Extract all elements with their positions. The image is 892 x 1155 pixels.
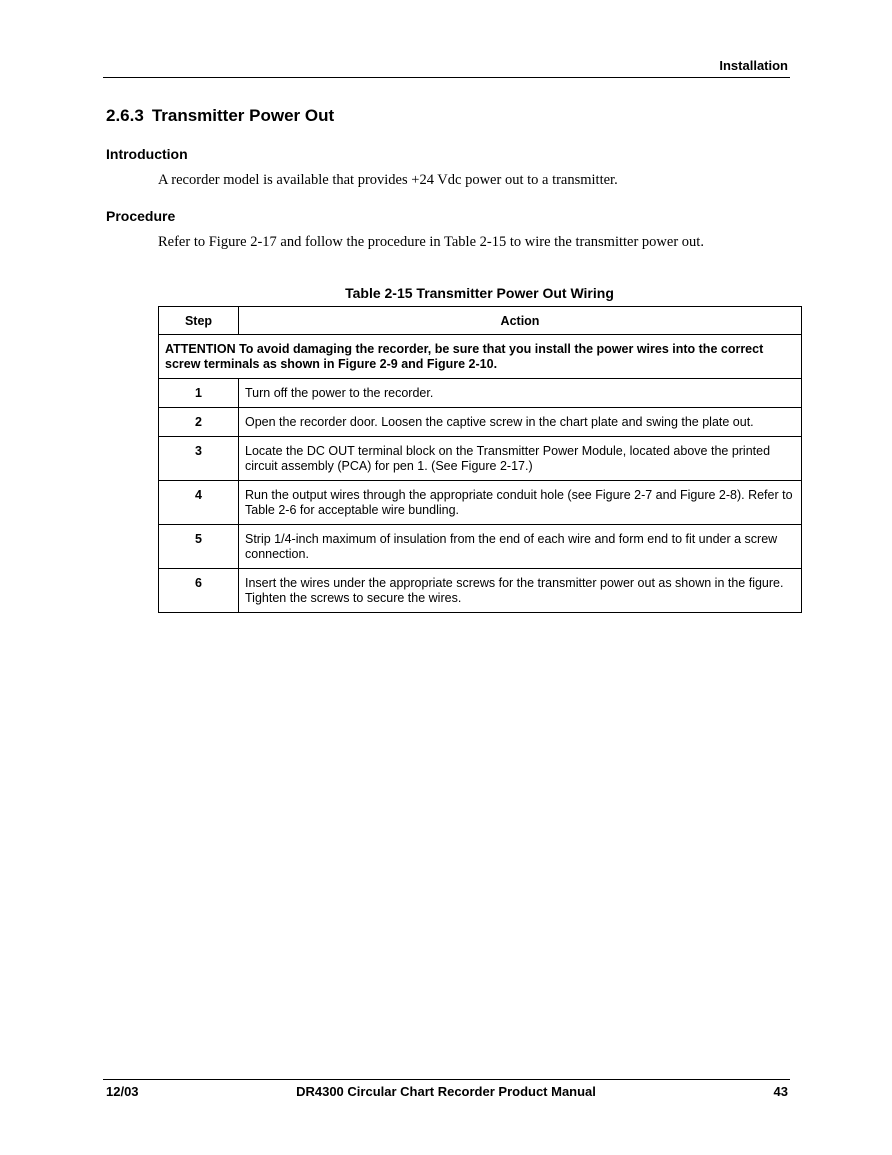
step-number: 6 (159, 569, 239, 613)
step-number: 4 (159, 481, 239, 525)
introduction-heading: Introduction (106, 146, 188, 162)
header-divider (103, 77, 790, 78)
procedure-heading: Procedure (106, 208, 176, 224)
step-action: Insert the wires under the appropriate screws for the transmitter power out as shown in the figure. Tighten the screws to secure the wires. (239, 569, 802, 613)
table-row (159, 481, 802, 525)
step-column-header: Step (159, 307, 239, 335)
table-row (159, 569, 802, 613)
section-title (106, 106, 334, 126)
wiring-table (158, 306, 802, 613)
page-number: 43 (773, 1084, 788, 1099)
action-column-header: Action (239, 307, 802, 335)
footer-divider (103, 1079, 790, 1080)
introduction-text: A recorder model is available that provides +24 Vdc power out to a transmitter. (158, 172, 618, 188)
table-header-row (159, 307, 802, 335)
footer-manual-title: DR4300 Circular Chart Recorder Product Manual (296, 1084, 596, 1099)
table-row (159, 437, 802, 481)
table-row (159, 379, 802, 408)
procedure-text: Refer to Figure 2-17 and follow the procedure in Table 2-15 to wire the transmitter power out. (158, 234, 704, 250)
step-number: 2 (159, 408, 239, 437)
table-row (159, 408, 802, 437)
section-number: 2.6.3 (106, 106, 144, 125)
step-action: Turn off the power to the recorder. (239, 379, 802, 408)
step-action: Open the recorder door. Loosen the captive screw in the chart plate and swing the plate out. (239, 408, 802, 437)
step-number: 3 (159, 437, 239, 481)
step-action: Locate the DC OUT terminal block on the Transmitter Power Module, located above the printed circuit assembly (PCA) for pen 1. (See Figure 2-17.) (239, 437, 802, 481)
attention-row (159, 335, 802, 379)
attention-note: ATTENTION To avoid damaging the recorder, be sure that you install the power wires into the correct screw terminals as shown in Figure 2-9 and Figure 2-10. (159, 335, 802, 379)
step-number: 5 (159, 525, 239, 569)
step-action: Run the output wires through the appropriate conduit hole (see Figure 2-7 and Figure 2-8). Refer to Table 2-6 for acceptable wire bundling. (239, 481, 802, 525)
table-caption: Table 2-15 Transmitter Power Out Wiring (345, 285, 614, 301)
footer-date: 12/03 (106, 1084, 139, 1099)
section-title-text: Transmitter Power Out (151, 106, 335, 125)
table-row (159, 525, 802, 569)
step-number: 1 (159, 379, 239, 408)
running-header: Installation (719, 58, 788, 73)
step-action: Strip 1/4-inch maximum of insulation from the end of each wire and form end to fit under a screw connection. (239, 525, 802, 569)
